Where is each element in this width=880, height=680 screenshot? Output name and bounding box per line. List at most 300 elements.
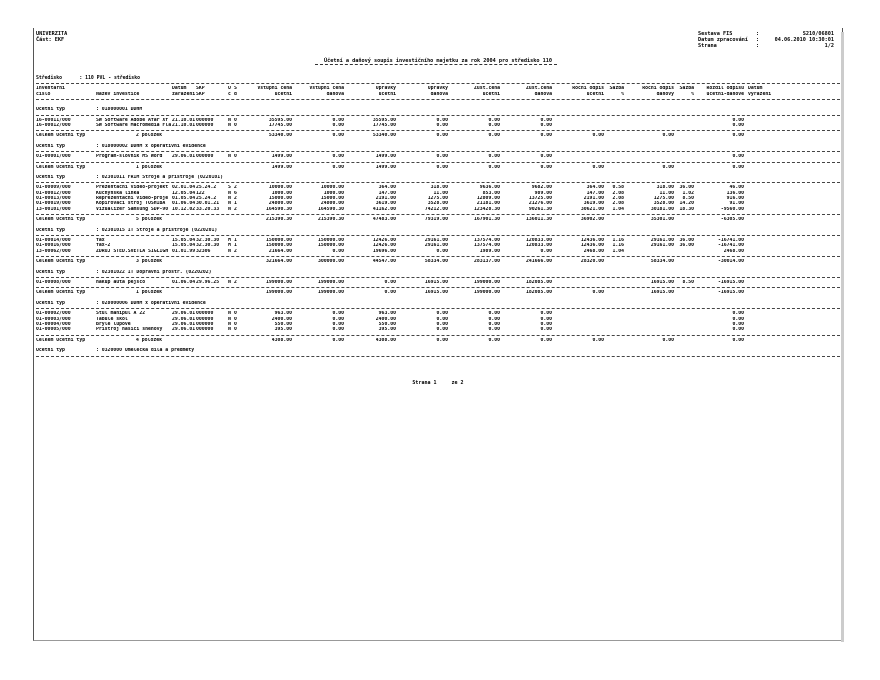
cell-vyr — [748, 207, 776, 212]
cell-odp_u: 147.00 — [586, 190, 604, 196]
cell-skp: 000000 — [196, 316, 214, 322]
total-odp_d: 0.00 — [662, 164, 674, 170]
group-label: Účetní typ — [36, 348, 65, 354]
total-zus_d: 0.00 — [540, 164, 552, 170]
cell-rozdil: -9560.00 — [720, 206, 744, 212]
cell-zus_u: 0.00 — [488, 316, 500, 322]
cell-opr_u: 3619.00 — [375, 201, 396, 207]
spacer — [608, 338, 626, 343]
cell-s2: 1 — [234, 243, 237, 249]
total-zus_u: 0.00 — [488, 133, 500, 139]
cell-inv: 01-00004/000 — [36, 321, 71, 327]
cell-saz_d — [678, 327, 696, 332]
cell-odp_u: 3619.00 — [583, 201, 604, 207]
dashed-separator — [36, 115, 840, 116]
cell-date: 01.06.04 — [172, 279, 196, 285]
cell-vst_u: 164590.30 — [266, 206, 292, 212]
cell-odp_d — [626, 249, 678, 254]
cell-odp_d: 30181.00 — [650, 206, 674, 212]
header-meta-sep: : — [756, 43, 760, 49]
table-row — [36, 123, 840, 128]
cell-s2: 2 — [234, 185, 237, 191]
cell-saz_d — [678, 123, 696, 128]
cell-odp_u — [556, 327, 608, 332]
cell-inv: 16-00011/000 — [36, 117, 71, 123]
cell-opr_d: 0.00 — [436, 248, 448, 254]
spacer — [678, 338, 696, 343]
cell-inv: 01-00012/000 — [36, 190, 71, 196]
report-header-right — [698, 31, 834, 49]
cell-zus_d: 182085.00 — [526, 279, 552, 285]
cell-opr_u: 550.00 — [378, 321, 396, 327]
cell-rozdil: 0.00 — [732, 311, 744, 317]
cell-name: SW Software Macromedia Fla — [96, 122, 172, 128]
cell-zus_d: 0.00 — [540, 321, 552, 327]
total-opr_d: 0.00 — [436, 337, 448, 343]
cell-skp: 000000 — [196, 321, 214, 327]
cell-s2: 0 — [234, 316, 237, 322]
cell-zus_d: 120833.00 — [526, 238, 552, 244]
total-odp_d: 58334.00 — [650, 259, 674, 265]
report-body — [36, 76, 840, 359]
cell-vyr — [748, 280, 776, 285]
cell-zus_d: 989.00 — [534, 190, 552, 196]
cell-date: 29.06.01 — [172, 316, 196, 322]
cell-vst_d: 0.00 — [332, 311, 344, 317]
cell-saz_d: 8.50 — [682, 279, 694, 285]
cell-skp: 29.96.25 — [196, 279, 220, 285]
cell-zus_u: 9636.00 — [479, 185, 500, 191]
total-zus_u: 0.00 — [488, 164, 500, 170]
cell-vst_u: 395.00 — [274, 327, 292, 333]
cell-vst_d: 1000.00 — [323, 190, 344, 196]
cell-saz_d — [678, 154, 696, 159]
cell-s2: 1 — [234, 238, 237, 244]
cell-name: Stůl manipul A 22 — [96, 311, 146, 317]
cell-saz_u — [608, 154, 626, 159]
total-zus_d: 0.00 — [540, 337, 552, 343]
total-label: Celkem Účetní typ — [36, 259, 86, 265]
page-number: Strana 1 — [412, 380, 437, 386]
column-header: d — [234, 91, 237, 97]
cell-zus_u: 137574.00 — [474, 243, 500, 249]
cell-zus_u: 0.00 — [488, 321, 500, 327]
cell-inv: 01-00001/000 — [36, 154, 71, 160]
cell-opr_d: 29161.00 — [424, 238, 448, 244]
cell-s1: N — [228, 122, 231, 128]
cell-vst_u: 2400.00 — [271, 316, 292, 322]
cell-opr_u: 35595.00 — [372, 117, 396, 123]
cell-opr_d: 0.00 — [436, 154, 448, 160]
column-header: Název investice — [96, 91, 140, 97]
cell-odp_d: 29161.00 — [650, 238, 674, 244]
total-opr_u: 4308.00 — [375, 337, 396, 343]
column-header: Sazba — [679, 86, 694, 92]
cell-odp_u: 12436.00 — [580, 243, 604, 249]
cell-inv: 13-00101/000 — [36, 206, 71, 212]
table-row — [36, 327, 840, 332]
total-label: Celkem Účetní typ — [36, 133, 86, 139]
cell-name: SW Software Adobe Afar Xf — [96, 117, 169, 123]
cell-date: 02.01.04 — [172, 185, 196, 191]
cell-rozdil: 0.00 — [732, 316, 744, 322]
group-heading — [36, 270, 840, 275]
table-row — [36, 207, 840, 212]
cell-saz_u: 2.08 — [612, 190, 624, 196]
cell-inv: 13-00062/000 — [36, 248, 71, 254]
header-meta-sep: : — [756, 31, 760, 37]
cell-inv: 01-00016/000 — [36, 243, 71, 249]
cell-s1: N — [228, 201, 231, 207]
column-header: účetní — [586, 91, 604, 97]
total-vst_d: 300000.00 — [318, 259, 344, 265]
cell-date: 15.05.04 — [172, 243, 196, 249]
group-code: : 02301011 FRIM Stroje a přístroje (0220101) — [96, 174, 224, 180]
cell-opr_u: 12426.00 — [372, 238, 396, 244]
cell-vst_d: 199000.00 — [318, 279, 344, 285]
column-header: Roční odpis — [642, 86, 674, 92]
center-line: Středisko : 110 PVL - středisko — [36, 76, 140, 81]
group-heading — [36, 107, 840, 112]
column-header: Sazba — [609, 86, 624, 92]
cell-inv: 01-00009/000 — [36, 185, 71, 191]
cell-saz_d: 18.30 — [679, 206, 694, 212]
cell-opr_u: 19696.00 — [372, 248, 396, 254]
cell-saz_d: 36.00 — [679, 185, 694, 191]
header-meta-label: Datum zpracování — [698, 37, 748, 43]
cell-vst_u: 35595.00 — [268, 117, 292, 123]
cell-zus_u: 21181.00 — [476, 201, 500, 207]
cell-odp_d: 29161.00 — [650, 243, 674, 249]
header-meta-row — [698, 43, 834, 49]
cell-inv: 01-00002/000 — [36, 311, 71, 317]
cell-vst_d: 24800.00 — [320, 201, 344, 207]
cell-zus_u: 0.00 — [488, 327, 500, 333]
cell-date: 01.06.04 — [172, 201, 196, 207]
cell-zus_u: 0.00 — [488, 117, 500, 123]
group-code: : 02301022 IT Dopravní prostř. (0220202) — [96, 269, 212, 275]
total-rozdil: -16915.00 — [718, 290, 744, 296]
cell-vst_u: 199000.00 — [266, 279, 292, 285]
cell-date: 29.06.01 — [172, 327, 196, 333]
total-rozdil: -6305.00 — [720, 217, 744, 223]
group-heading — [36, 144, 840, 149]
cell-date: 29.06.01 — [172, 321, 196, 327]
spacer — [608, 217, 626, 222]
cell-opr_d: 0.00 — [436, 122, 448, 128]
column-header: Rozdíl odpisů — [706, 86, 744, 92]
column-header: Roční odpis — [572, 86, 604, 92]
cell-odp_d — [626, 123, 678, 128]
cell-zus_d: 0.00 — [540, 327, 552, 333]
cell-skp: 32.30.30 — [196, 238, 220, 244]
total-count: 2 položek — [136, 133, 162, 139]
cell-saz_d: 36.00 — [679, 243, 694, 249]
cell-s2: 2 — [234, 248, 237, 254]
cell-zus_u: 0.00 — [488, 154, 500, 160]
dashed-separator — [36, 214, 840, 215]
cell-saz_u: 1.04 — [612, 248, 624, 254]
cell-zus_u: 12809.00 — [476, 196, 500, 202]
cell-name: Vizualizér Samsung SDP-90 — [96, 206, 169, 212]
cell-name: Kuchyňská linka — [96, 190, 140, 196]
column-header: SKP — [196, 86, 205, 92]
total-rozdil: -30014.00 — [718, 259, 744, 265]
total-opr_u: 1499.00 — [375, 164, 396, 170]
group-heading — [36, 175, 840, 180]
page-shadow — [841, 32, 844, 642]
cell-skp: 25.24.2 — [196, 185, 217, 191]
column-header: Oprávky — [427, 86, 448, 92]
total-odp_u: 0.00 — [592, 133, 604, 139]
cell-vst_d: 0.00 — [332, 327, 344, 333]
group-total-row — [36, 217, 840, 222]
cell-zus_u: 123428.30 — [474, 206, 500, 212]
cell-opr_u: 17745.00 — [372, 122, 396, 128]
cell-vst_u: 10000.00 — [268, 185, 292, 191]
cell-rozdil: 0.00 — [732, 117, 744, 123]
title-underline — [315, 64, 557, 65]
cell-rozdil: -16915.00 — [718, 279, 744, 285]
cell-odp_u — [556, 123, 608, 128]
group-code: : 018000001 DDHM — [96, 107, 143, 113]
cell-vst_u: 1000.00 — [271, 190, 292, 196]
cell-rozdil: 91.00 — [729, 201, 744, 207]
cell-inv: 01-00008/000 — [36, 279, 71, 285]
cell-zus_d: 0.00 — [540, 117, 552, 123]
total-opr_d: 58334.00 — [424, 259, 448, 265]
cell-zus_u: 853.00 — [482, 190, 500, 196]
total-odp_d: 0.00 — [662, 133, 674, 139]
table-row — [36, 154, 840, 159]
cell-saz_u: 2.08 — [612, 201, 624, 207]
cell-skp: 32306 — [196, 248, 211, 254]
cell-odp_d — [626, 154, 678, 159]
cell-odp_u: 364.00 — [586, 185, 604, 191]
header-meta-sep: : — [756, 37, 760, 43]
dashed-separator — [36, 335, 840, 336]
report-header-left — [36, 31, 67, 43]
cell-zus_d: 90261.30 — [528, 206, 552, 212]
cell-s1: N — [228, 316, 231, 322]
cell-s1: N — [228, 248, 231, 254]
spacer — [678, 165, 696, 170]
cell-vst_d: 10000.00 — [320, 185, 344, 191]
dashed-separator — [36, 99, 840, 100]
cell-odp_u: 12436.00 — [580, 238, 604, 244]
header-meta-label: Sestava FIS — [698, 31, 733, 37]
dashed-separator — [36, 356, 840, 357]
cell-date: 29.06.01 — [172, 154, 196, 160]
cell-rozdil: 916.00 — [726, 196, 744, 202]
cell-inv: 01-00013/000 — [36, 196, 71, 202]
total-rozdil: 0.00 — [732, 133, 744, 139]
cell-zus_d: 9682.00 — [531, 185, 552, 191]
cell-s1: N — [228, 154, 231, 160]
column-header-row — [36, 92, 840, 97]
cell-inv: 01-00003/000 — [36, 316, 71, 322]
total-odp_d: 35301.00 — [650, 217, 674, 223]
total-zus_d: 182085.00 — [526, 290, 552, 296]
total-opr_u: 44547.00 — [372, 259, 396, 265]
cell-zus_d: 0.00 — [540, 316, 552, 322]
total-label: Celkem Účetní typ — [36, 290, 86, 296]
cell-vyr — [748, 123, 776, 128]
cell-date: 01.05.04 — [172, 196, 196, 202]
cell-vst_d: 150000.00 — [318, 243, 344, 249]
dashed-separator — [36, 277, 840, 278]
total-zus_u: 167901.30 — [474, 217, 500, 223]
column-header: Vstupní cena — [309, 86, 344, 92]
total-label: Celkem Účetní typ — [36, 164, 86, 170]
cell-opr_d: 0.00 — [436, 327, 448, 333]
total-vst_u: 321664.00 — [266, 259, 292, 265]
cell-vst_d: 0.00 — [332, 154, 344, 160]
cell-vst_d: 0.00 — [332, 122, 344, 128]
column-header: účetní — [274, 91, 292, 97]
cell-saz_d — [678, 249, 696, 254]
cell-vst_u: 15000.00 — [268, 196, 292, 202]
group-total-row — [36, 165, 840, 170]
group-code: : 0320000 Umělecká díla a předměty — [96, 348, 195, 354]
group-label: Účetní typ — [36, 269, 65, 275]
cell-saz_d: 14.20 — [679, 201, 694, 207]
cell-name: Reprezentační video-proje — [96, 196, 169, 202]
cell-zus_d: 0.00 — [540, 154, 552, 160]
total-vst_d: 199000.00 — [318, 290, 344, 296]
cell-s2: 2 — [234, 279, 237, 285]
cell-vyr — [748, 327, 776, 332]
cell-saz_u: 1.16 — [612, 238, 624, 244]
cell-odp_d: 318.00 — [656, 185, 674, 191]
header-meta-value: 04.06.2010 10:30:01 — [774, 37, 834, 43]
cell-saz_u: 2.08 — [612, 196, 624, 202]
cell-opr_u: 0.00 — [384, 279, 396, 285]
spacer — [678, 290, 696, 295]
total-label: Celkem Účetní typ — [36, 217, 86, 223]
total-vst_d: 215390.30 — [318, 217, 344, 223]
cell-name: Prezentační video-projekt — [96, 185, 169, 191]
cell-skp: 33.20.33 — [196, 206, 220, 212]
cell-saz_u — [608, 327, 626, 332]
total-vst_u: 199000.00 — [266, 290, 292, 296]
header-meta-value: 1/2 — [824, 43, 834, 49]
cell-zus_d: 21276.00 — [528, 201, 552, 207]
header-meta-label: Strana — [698, 43, 717, 49]
cell-name: Program-slovník MS Word — [96, 154, 163, 160]
total-odp_u: 0.00 — [592, 290, 604, 296]
cell-rozdil: -16741.00 — [718, 238, 744, 244]
cell-name: nákup auta pejsco — [96, 279, 146, 285]
cell-s2: 6 — [234, 190, 237, 196]
cell-s1: N — [228, 196, 231, 202]
spacer — [608, 133, 626, 138]
cell-opr_d: 0.00 — [436, 311, 448, 317]
cell-rozdil: 0.00 — [732, 321, 744, 327]
cell-zus_d: 0.00 — [540, 248, 552, 254]
group-code: : 018000002 DDHM x operativní evidence — [96, 143, 206, 149]
column-header: číslo — [36, 91, 51, 97]
cell-name: ZDROJ STED.SVETLA SIGLIGH — [96, 248, 169, 254]
total-vst_d: 0.00 — [332, 133, 344, 139]
total-opr_u: 47483.00 — [372, 217, 396, 223]
cell-odp_d: 11.00 — [659, 190, 674, 196]
cell-vst_u: 550.00 — [274, 321, 292, 327]
cell-date: 10.12.02 — [172, 206, 196, 212]
cell-s1: N — [228, 206, 231, 212]
column-header: Vstupní cena — [257, 86, 292, 92]
total-vst_u: 1499.00 — [271, 164, 292, 170]
cell-saz_u: 1.16 — [612, 243, 624, 249]
column-header: daňová — [430, 91, 448, 97]
cell-name: Kopírovací stroj TOSHIBA — [96, 201, 166, 207]
spacer — [608, 290, 626, 295]
group-total-row — [36, 290, 840, 295]
page-total: ze 2 — [451, 380, 464, 386]
cell-rozdil: 136.00 — [726, 190, 744, 196]
cell-inv: 01-00014/000 — [36, 238, 71, 244]
cell-opr_d: 0.00 — [436, 117, 448, 123]
cell-skp: 000000 — [196, 154, 214, 160]
total-zus_d: 136011.30 — [526, 217, 552, 223]
total-opr_d: 0.00 — [436, 133, 448, 139]
cell-odp_u: 30621.00 — [580, 206, 604, 212]
cell-opr_u: 364.00 — [378, 185, 396, 191]
cell-name: fax — [96, 238, 105, 244]
group-heading — [36, 301, 840, 306]
total-opr_u: 53340.00 — [372, 133, 396, 139]
cell-skp: 000000 — [196, 327, 214, 333]
cell-zus_u: 199000.00 — [474, 279, 500, 285]
cell-opr_d: 0.00 — [436, 316, 448, 322]
cell-skp: 000000 — [196, 122, 214, 128]
total-odp_u: 36902.00 — [580, 217, 604, 223]
cell-vst_u: 150000.00 — [266, 238, 292, 244]
cell-inv: 16-00012/000 — [36, 122, 71, 128]
total-zus_d: 0.00 — [540, 133, 552, 139]
group-label: Účetní typ — [36, 300, 65, 306]
cell-opr_u: 2400.00 — [375, 316, 396, 322]
cell-vst_d: 0.00 — [332, 248, 344, 254]
dashed-separator — [36, 182, 840, 183]
group-total-row — [36, 133, 840, 138]
total-count: 1 položek — [136, 290, 162, 296]
dashed-separator — [36, 130, 840, 131]
cell-opr_d: 11.00 — [433, 190, 448, 196]
total-vst_u: 53340.00 — [268, 133, 292, 139]
cell-saz_d: 1.02 — [682, 190, 694, 196]
column-header: S — [234, 86, 237, 92]
group-total-row — [36, 338, 840, 343]
cell-vst_u: 21664.00 — [268, 248, 292, 254]
column-header: c — [228, 91, 231, 97]
cell-s1: N — [228, 327, 231, 333]
group-label: Účetní typ — [36, 174, 65, 180]
cell-saz_u — [608, 123, 626, 128]
cell-vst_d: 0.00 — [332, 316, 344, 322]
column-header: zařazení — [172, 91, 196, 97]
group-code: : 028000006 DDHM x operativní evidence — [96, 300, 206, 306]
total-opr_d: 79319.00 — [424, 217, 448, 223]
column-header: Zůst.cena — [526, 86, 552, 92]
cell-inv: 01-00005/000 — [36, 327, 71, 333]
cell-s2: 2 — [234, 196, 237, 202]
cell-zus_u: 0.00 — [488, 122, 500, 128]
cell-zus_u: 1989.00 — [479, 248, 500, 254]
dashed-separator — [36, 235, 840, 236]
cell-opr_d: 3528.00 — [427, 201, 448, 207]
cell-vst_u: 24800.00 — [268, 201, 292, 207]
